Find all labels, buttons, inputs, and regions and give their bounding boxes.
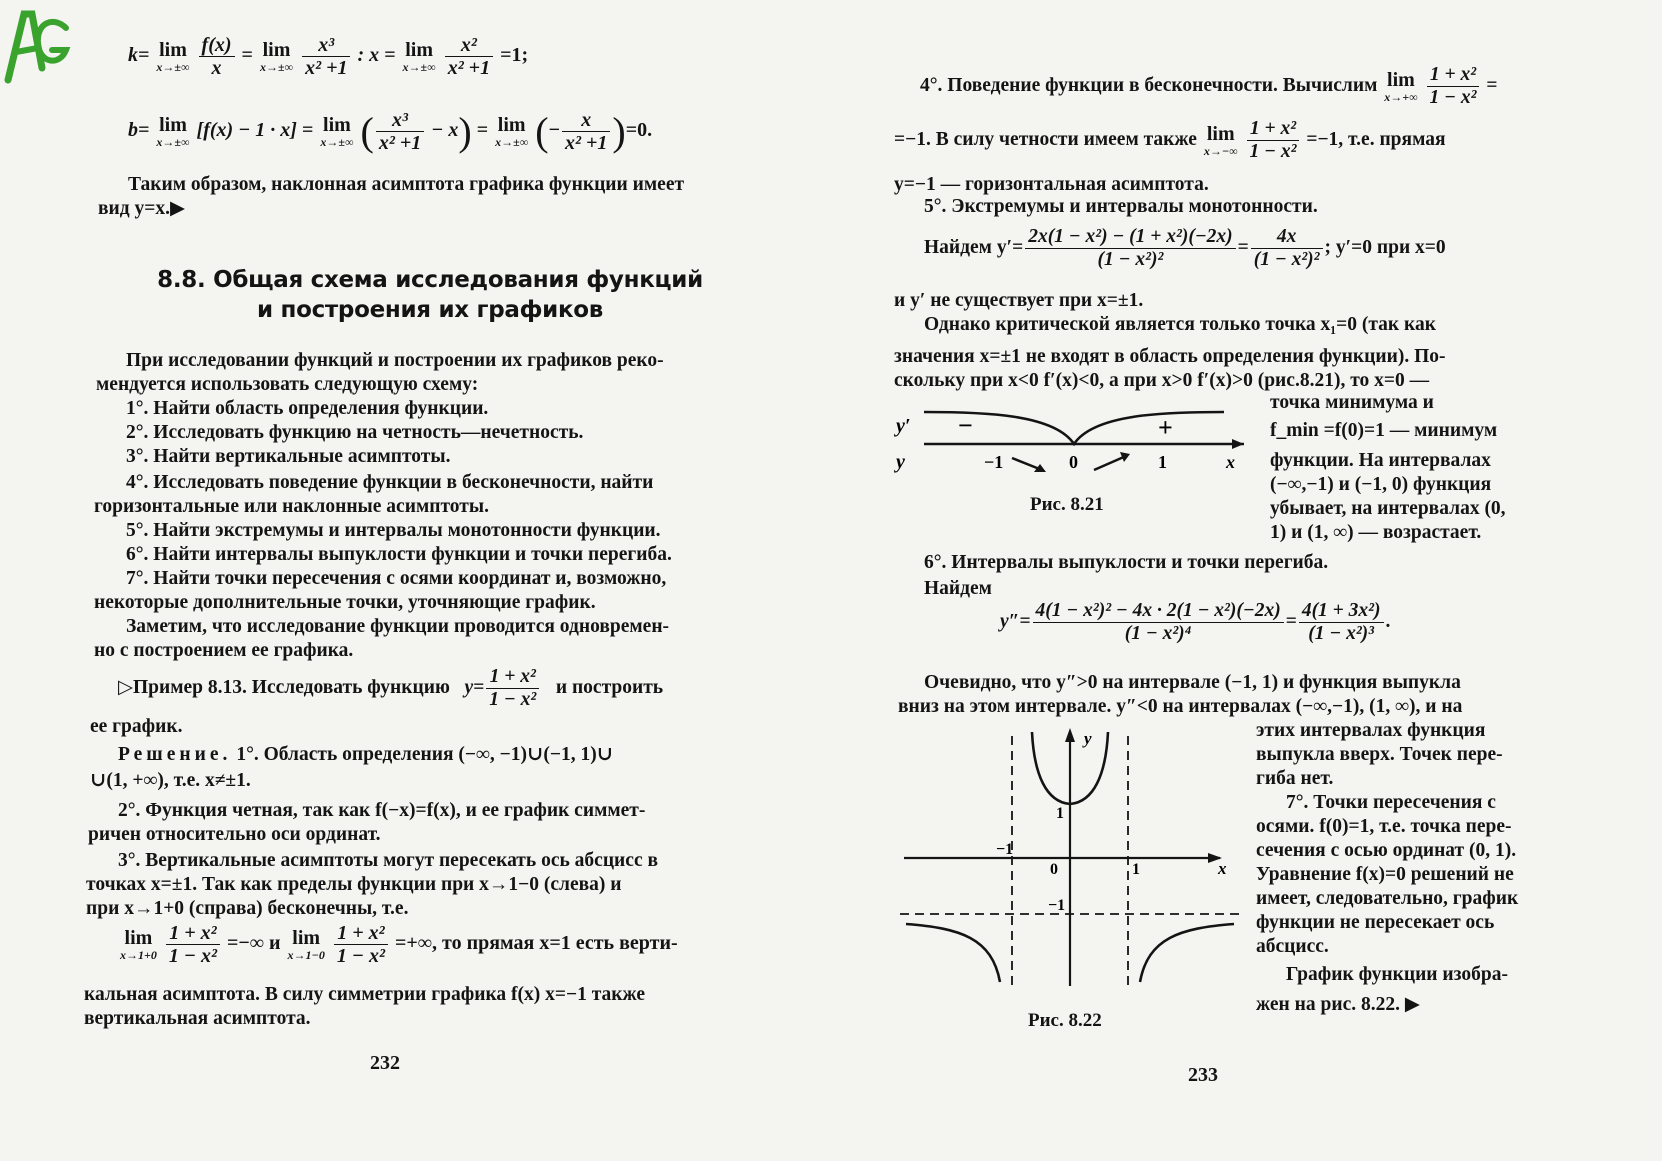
solution-line-1: Решение. 1°. Область определения (−∞, −1)∪(−1, 1)∪ xyxy=(118,744,614,765)
p4-line-1: 4°. Поведение функции в бесконечности. Вычислим lim x→+∞ $\frac{\text{1 + x²}}{\text{1 − x²}}$ = xyxy=(920,64,1498,108)
step-7-cont: некоторые дополнительные точки, уточняющие график. xyxy=(94,592,596,613)
step-7: 7°. Найти точки пересечения с осями координат и, возможно, xyxy=(126,568,667,589)
even-line-1: 2°. Функция четная, так как f(−x)=f(x), и ее график симмет- xyxy=(118,800,646,821)
fig21-axis-arrow-icon xyxy=(1232,439,1244,449)
step-4: 4°. Исследовать поведение функции в бесконечности, найти xyxy=(126,472,654,493)
fig21-yprime-label: y′ xyxy=(896,415,911,437)
p6-second-derivative: y″= $\frac{\text{4(1 − x²)² − 4x · 2(1 − x²)(−2x)}}{\text{(1 − x²)⁴}}$ = $\frac{\text{4(1 + 3x²)}}{\text{(1 − x²)³}}$ . xyxy=(1000,600,1391,644)
figure-8-21 xyxy=(894,400,1264,490)
p7-side-4: Уравнение f(x)=0 решений не xyxy=(1256,864,1514,885)
step-2: 2°. Исследовать функцию на четность—нечетность. xyxy=(126,422,584,443)
p7-side-9: жен на рис. 8.22. ▶ xyxy=(1256,994,1420,1015)
p5-derivative: Найдем y′= $\frac{\text{2x(1 − x²) − (1 + x²)(−2x)}}{\text{(1 − x²)²}}$ = $\frac{4x}{\text{(1 − x²)²}}$ ; y′=0 при x=0 xyxy=(924,226,1446,270)
p6-line-2: вниз на этом интервале. y″<0 на интервалах (−∞,−1), (1, ∞), и на xyxy=(898,696,1463,717)
section-heading-line-1: 8.8. Общая схема исследования функций xyxy=(157,267,703,293)
left-page xyxy=(0,0,820,1161)
p5-line-2: и y′ не существует при x=±1. xyxy=(894,290,1144,311)
fig22-y-arrow-icon xyxy=(1065,728,1075,742)
example-end: ее график. xyxy=(90,716,183,737)
figure-8-22 xyxy=(900,724,1244,994)
vert-line-5: вертикальная асимптота. xyxy=(84,1008,311,1029)
example-line: ▷Пример 8.13. Исследовать функцию y= $\frac{\text{1 + x²}}{\text{1 − x²}}$ и построить xyxy=(118,666,664,710)
fig22-x-tick-m1: −1 xyxy=(996,841,1014,858)
fig22-origin: 0 xyxy=(1050,861,1058,878)
conclusion-line-2: вид y=x.▶ xyxy=(98,198,185,219)
p7-side-2: осями. f(0)=1, т.е. точка пере- xyxy=(1256,816,1512,837)
fig21-up-arrow-icon xyxy=(1094,456,1126,470)
section-heading-line-2: и построения их графиков xyxy=(256,297,604,323)
step-6: 6°. Найти интервалы выпуклости функции и точки перегиба. xyxy=(126,544,672,565)
step-3: 3°. Найти вертикальные асимптоты. xyxy=(126,446,451,467)
solution-line-2: ∪(1, +∞), т.е. x≠±1. xyxy=(90,770,251,791)
p5-title: 5°. Экстремумы и интервалы монотонности. xyxy=(924,196,1318,217)
fig21-y-label: y xyxy=(896,451,905,473)
intro-line-1: При исследовании функций и построении их графиков реко- xyxy=(126,350,664,371)
fig21-tick-m1: −1 xyxy=(984,452,1004,472)
p6-find: Найдем xyxy=(924,578,992,599)
page-number-right: 233 xyxy=(1188,1064,1218,1086)
p4-line-3: y=−1 — горизонтальная асимптота. xyxy=(894,174,1209,195)
p7-side-5: имеет, следовательно, график xyxy=(1256,888,1519,909)
vert-line-1: 3°. Вертикальные асимптоты могут пересекать ось абсцисс в xyxy=(118,850,659,871)
p5-side-1: точка минимума и xyxy=(1270,392,1434,413)
right-page xyxy=(894,0,1662,1161)
intro-line-2: мендуется использовать следующую схему: xyxy=(96,374,479,395)
p6-side-1: этих интервалах функция xyxy=(1256,720,1486,741)
p5-side-6: 1) и (1, ∞) — возрастает. xyxy=(1270,522,1482,543)
p7-side-3: сечения с осью ординат (0, 1). xyxy=(1256,840,1517,861)
fig21-plus: + xyxy=(1158,413,1173,442)
p5-line-3: Однако критической является только точка x₁=0 (так как xyxy=(924,314,1436,335)
p4-line-2: =−1. В силу четности имеем также lim x→−∞ $\frac{\text{1 + x²}}{\text{1 − x²}}$ =−1, т.е. прямая xyxy=(894,118,1446,162)
p6-side-2: выпукла вверх. Точек пере- xyxy=(1256,744,1503,765)
p5-line-5: скольку при x<0 f′(x)<0, а при x>0 f′(x)>0 (рис.8.21), то x=0 — xyxy=(894,370,1430,391)
fig22-curve-right xyxy=(1140,924,1234,982)
step-4-cont: горизонтальные или наклонные асимптоты. xyxy=(94,496,489,517)
fig22-y-tick-m1: −1 xyxy=(1048,897,1066,914)
example-label: ▷Пример 8.13. xyxy=(118,676,247,698)
fig21-x-label: x xyxy=(1226,452,1235,472)
note-line-1: Заметим, что исследование функции проводится одновремен- xyxy=(126,616,670,637)
fig22-caption: Рис. 8.22 xyxy=(1028,1010,1102,1031)
p5-side-2: f_min =f(0)=1 — минимум xyxy=(1270,420,1498,441)
fig22-y-label: y xyxy=(1084,729,1092,748)
step-1: 1°. Найти область определения функции. xyxy=(126,398,489,419)
vert-line-3: при x→1+0 (справа) бесконечны, т.е. xyxy=(86,898,409,919)
p5-side-4: (−∞,−1) и (−1, 0) функция xyxy=(1270,474,1492,495)
fig21-tick-1: 1 xyxy=(1158,452,1167,472)
vert-line-4: кальная асимптота. В силу симметрии графика f(x) x=−1 также xyxy=(84,984,646,1005)
k-formula: k= lim x→±∞ $\frac{f(x)}{x}$ = lim x→±∞ $\frac{\text{x³}}{\text{x² +1}}$ : x = lim x→±∞ $\frac{\text{x²}}{\text{x² +1}}$ =1; xyxy=(128,34,529,79)
fig22-curve-left xyxy=(906,924,1000,982)
p6-title: 6°. Интервалы выпуклости и точки перегиба. xyxy=(924,552,1329,573)
fig21-tick-0: 0 xyxy=(1069,452,1078,472)
fig21-minus: − xyxy=(958,411,973,440)
p7-side-6: функции не пересекает ось xyxy=(1256,912,1495,933)
fig21-caption: Рис. 8.21 xyxy=(1030,494,1104,515)
fig22-x-tick-1: 1 xyxy=(1132,861,1140,878)
fig22-y-tick-1: 1 xyxy=(1056,805,1064,822)
p5-side-5: убывает, на интервалах (0, xyxy=(1270,498,1506,519)
p6-line-1: Очевидно, что y″>0 на интервале (−1, 1) и функция выпукла xyxy=(924,672,1461,693)
b-formula: b= lim x→±∞ [f(x) − 1 · x] = lim x→±∞ ( $\frac{\text{x³}}{\text{x² +1}}$ − x) = lim x→±∞ (− $\frac{x}{\text{x² +1}}$ )=0. xyxy=(128,109,653,154)
even-line-2: ричен относительно оси ординат. xyxy=(88,824,381,845)
p5-line-4: значения x=±1 не входят в область определения функции). По- xyxy=(894,346,1446,367)
page-number-left: 232 xyxy=(370,1052,400,1074)
vert-line-2: точках x=±1. Так как пределы функции при x→1−0 (слева) и xyxy=(86,874,622,895)
p7-side-1: 7°. Точки пересечения с xyxy=(1286,792,1496,813)
p7-side-7: абсцисс. xyxy=(1256,936,1329,957)
note-line-2: но с построением ее графика. xyxy=(94,640,354,661)
step-5: 5°. Найти экстремумы и интервалы монотонности функции. xyxy=(126,520,661,541)
limit-line: lim x→1+0 $\frac{\text{1 + x²}}{\text{1 − x²}}$ =−∞ и lim x→1−0 $\frac{\text{1 + x²}}{\text{1 − x²}}$ =+∞, то прямая x=1 есть верти- xyxy=(120,922,678,967)
p5-side-3: функции. На интервалах xyxy=(1270,450,1491,471)
conclusion-line-1: Таким образом, наклонная асимптота графика функции имеет xyxy=(128,174,685,195)
p7-side-8: График функции изобра- xyxy=(1286,964,1508,985)
p6-side-3: гиба нет. xyxy=(1256,768,1334,789)
fig22-x-label: x xyxy=(1218,859,1227,878)
